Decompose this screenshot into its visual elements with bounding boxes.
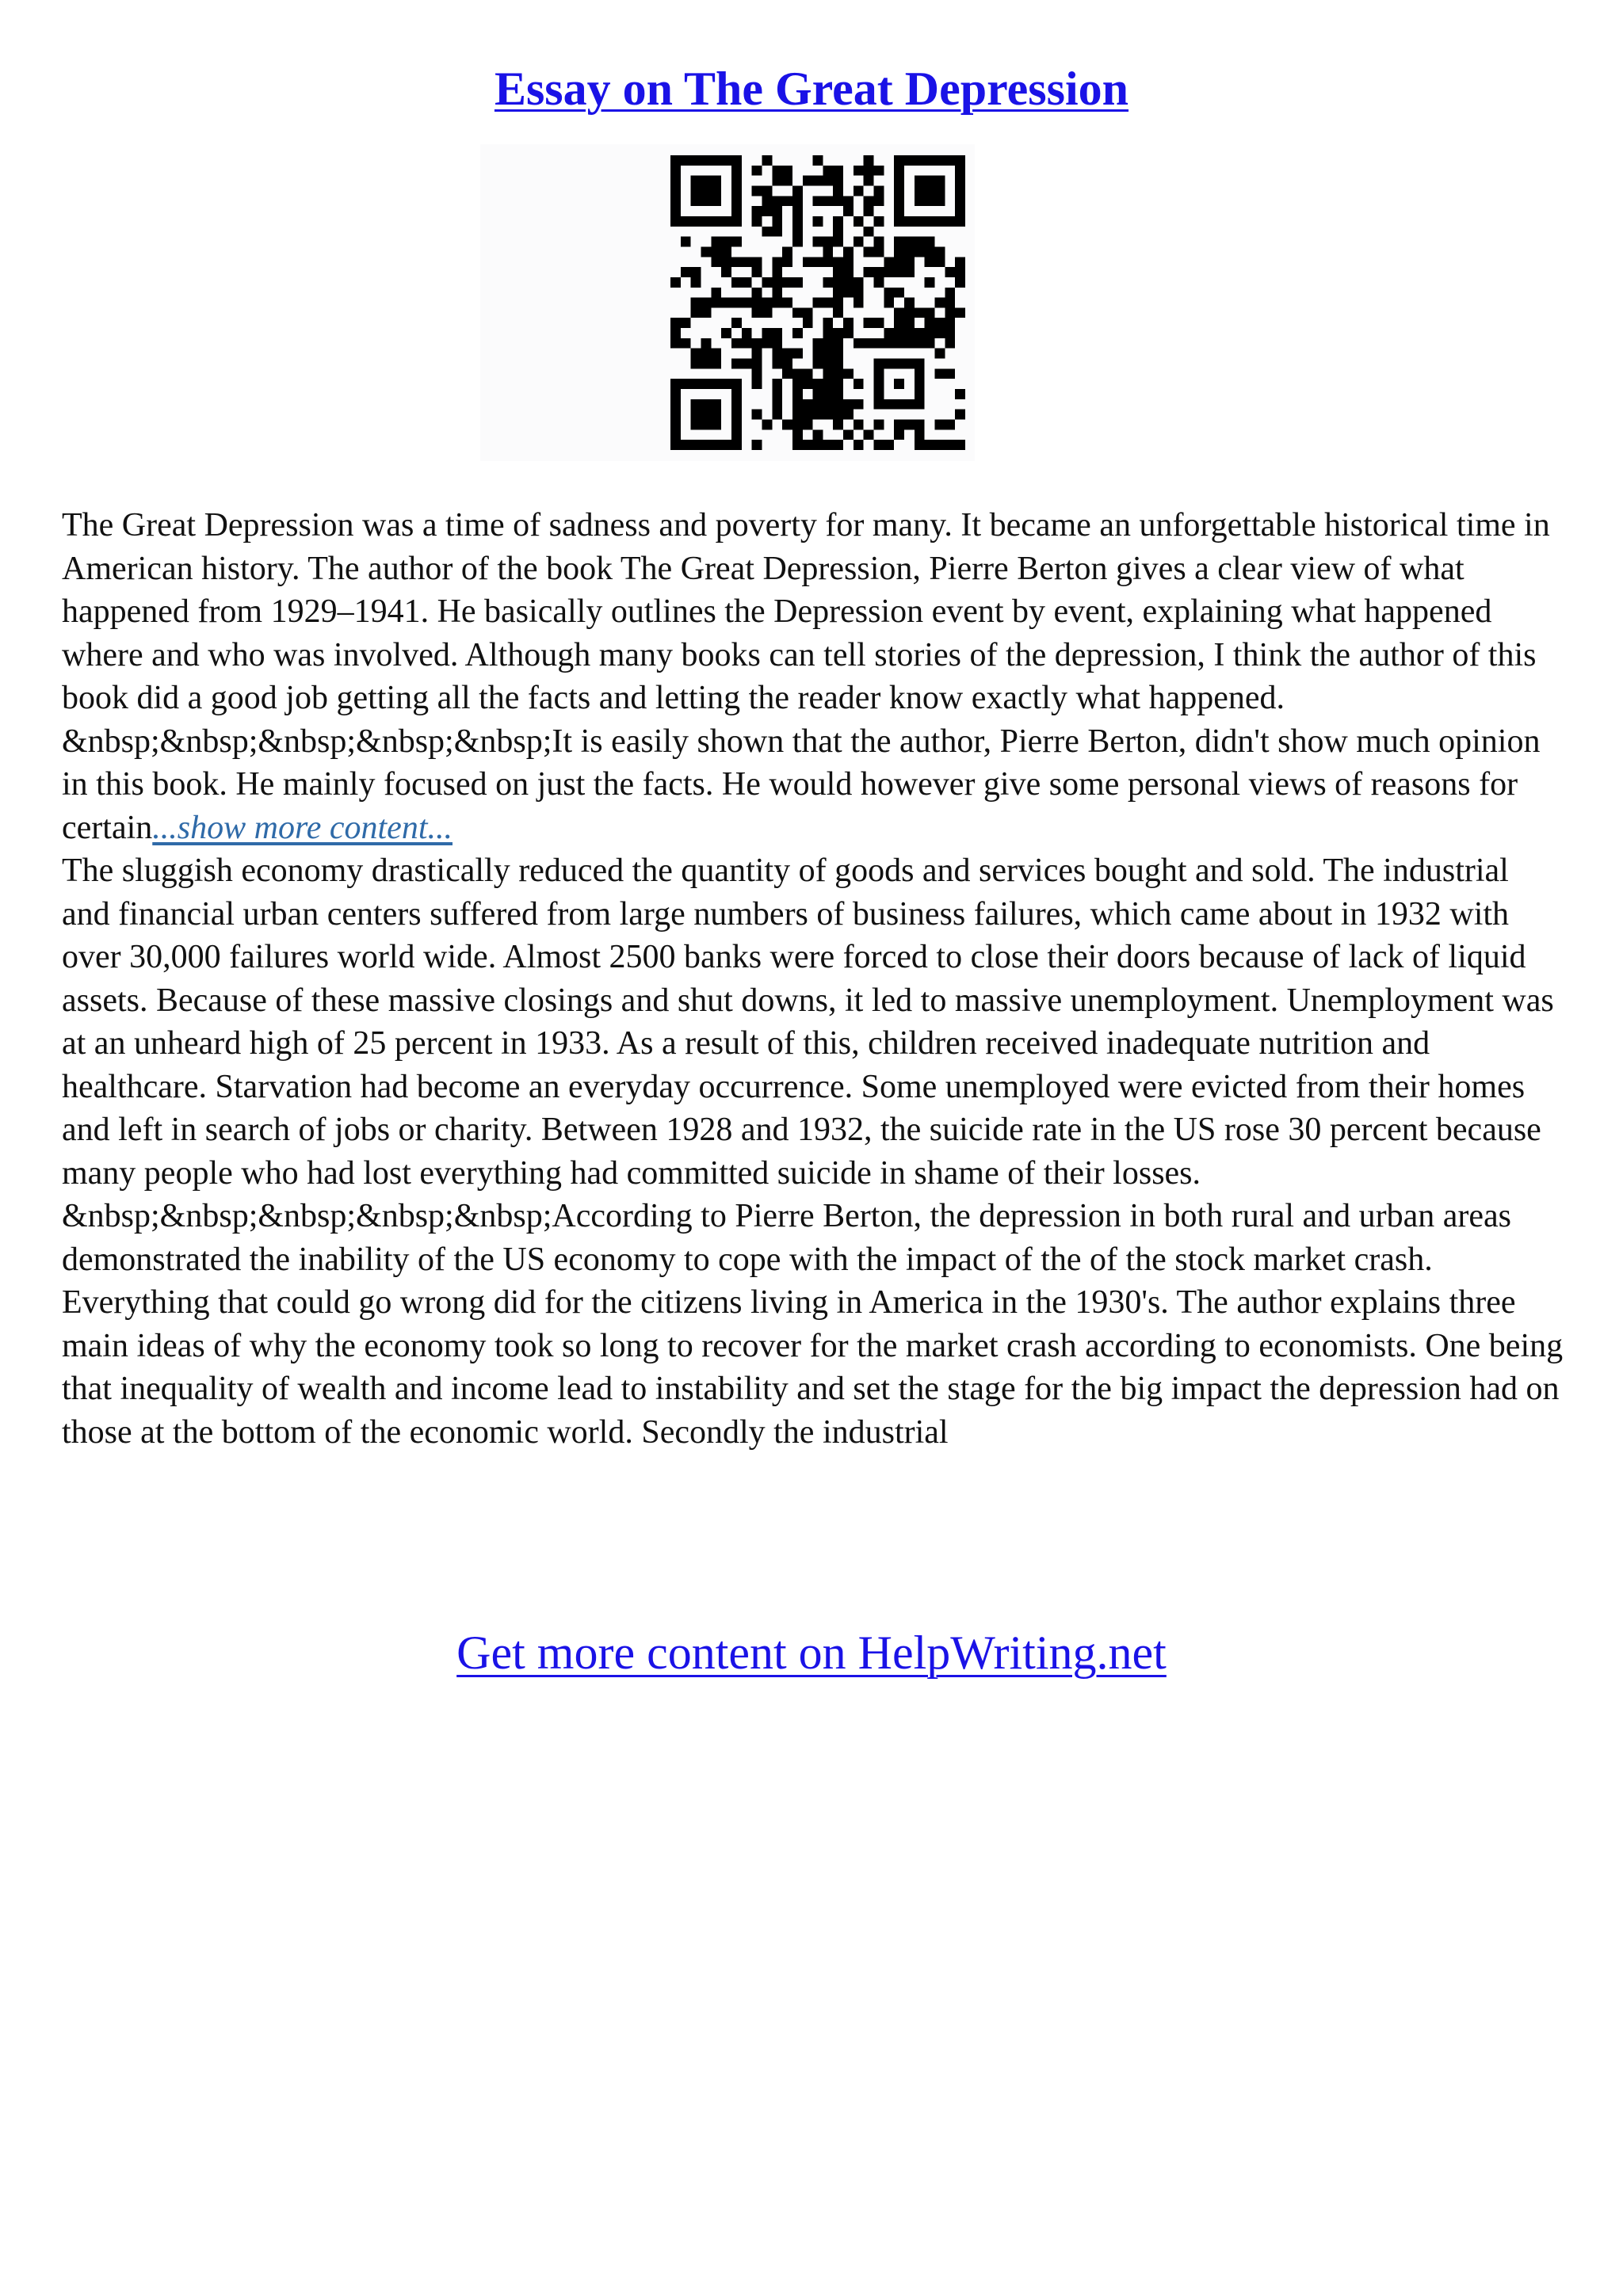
qr-code-area bbox=[480, 144, 975, 461]
essay-paragraph bbox=[62, 504, 1564, 849]
qr-code bbox=[670, 155, 965, 450]
title-link[interactable]: Essay on The Great Depression bbox=[494, 63, 1129, 115]
essay-paragraph-text: The Great Depression was a time of sadness and poverty for many. It became an unforgettable historical time in American history. The author of the book The Great Depression, Pierre Berton gives a clear view of what happened from 1929–1941. He basically outlines the Depression event by event, explaining what happened where and who was involved. Although many books can tell stories of the depression, I think the author of this book did a good job getting all the facts and letting the reader know exactly what happened. &nbsp;&nbsp;&nbsp;&nbsp;&nbsp;It is easily shown that the author, Pierre Berton, didn't show much opinion in this book. He mainly focused on just the facts. He would however give some personal views of reasons for certain bbox=[62, 507, 1550, 846]
essay-paragraph-text: The sluggish economy drastically reduced the quantity of goods and services bought and sold. The industrial and financial urban centers suffered from large numbers of business failures, which came about in 1932 with over 30,000 failures world wide. Almost 2500 banks were forced to close their doors because of lack of liquid assets. Because of these massive closings and shut downs, it led to massive unemployment. Unemployment was at an unheard high of 25 percent in 1933. As a result of this, children received inadequate nutrition and healthcare. Starvation had become an everyday occurrence. Some unemployed were evicted from their homes and left in search of jobs or charity. Between 1928 and 1932, the suicide rate in the US rose 30 percent because many people who had lost everything had committed suicide in shame of their losses. &nbsp;&nbsp;&nbsp;&nbsp;&nbsp;According to Pierre Berton, the depression in both rural and urban areas demonstrated the inability of the US economy to cope with the impact of the of the stock market crash. Everything that could go wrong did for the citizens living in America in the 1930's. The author explains three main ideas of why the economy took so long to recover for the market crash according to economists. One being that inequality of wealth and income lead to instability and set the stage for the big impact the depression had on those at the bottom of the economic world. Secondly the industrial bbox=[62, 852, 1564, 1451]
show-more-link[interactable]: ...show more content... bbox=[152, 809, 453, 846]
footer bbox=[0, 1621, 1623, 1684]
page-title bbox=[0, 57, 1623, 120]
essay-paragraph bbox=[62, 849, 1564, 1454]
footer-link[interactable]: Get more content on HelpWriting.net bbox=[456, 1627, 1167, 1679]
essay-body bbox=[62, 504, 1564, 1454]
